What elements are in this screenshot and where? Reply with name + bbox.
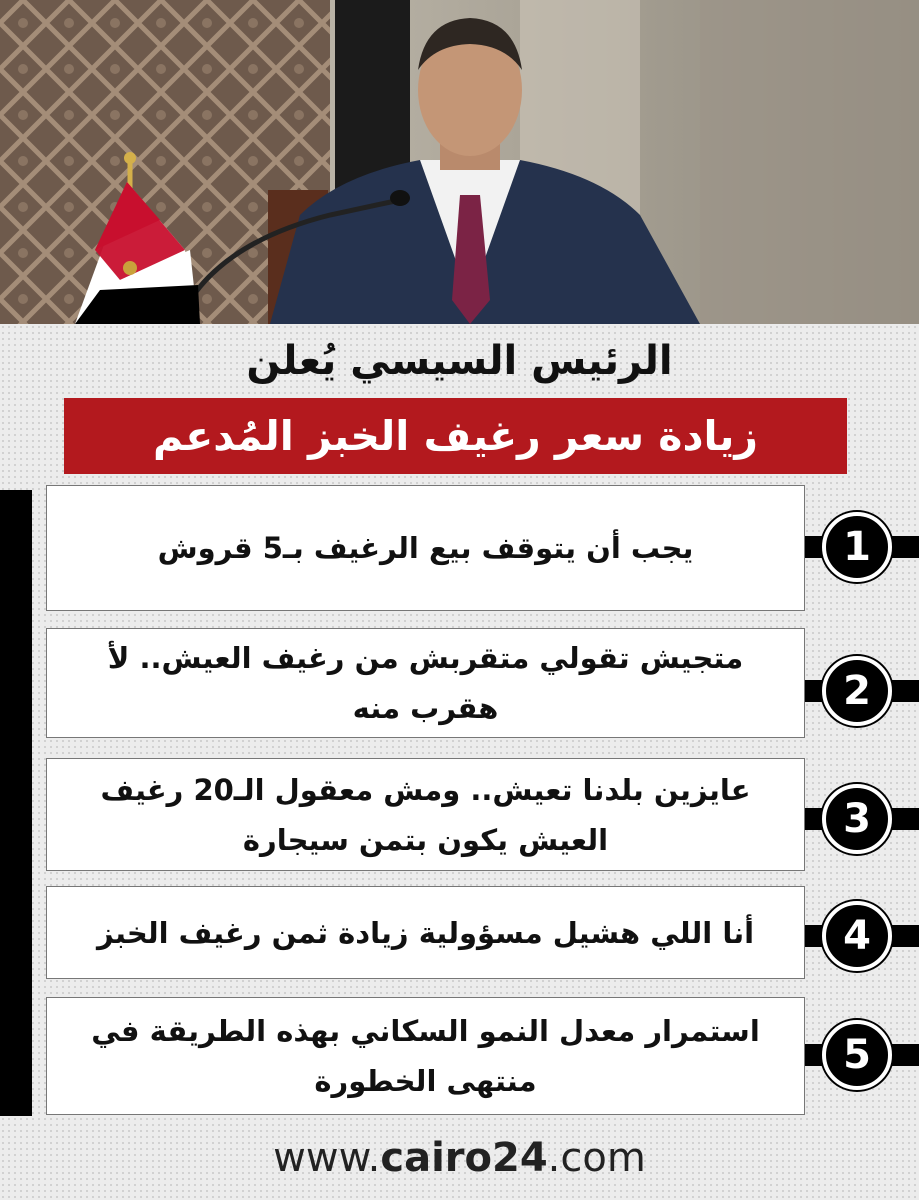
quote-text: يجب أن يتوقف بيع الرغيف بـ5 قروش [157,531,694,565]
quote-card-1 [46,485,805,611]
number-badge: 1 [822,512,892,582]
url-suffix: .com [547,1135,646,1181]
quote-card-2 [46,628,805,738]
banner-text: زيادة سعر رغيف الخبز المُدعم [153,412,758,460]
quote-text: عايزين بلدنا تعيش.. ومش معقول الـ20 رغيف العيش يكون بتمن سيجارة [100,772,751,857]
president-photo-illustration [0,0,919,324]
website-url[interactable] [0,1128,919,1188]
url-brand: cairo24 [380,1135,548,1181]
number-badge: 3 [822,784,892,854]
number-badge: 5 [822,1020,892,1090]
quote-text: استمرار معدل النمو السكاني بهذه الطريقة في منتهى الخطورة [91,1014,760,1098]
side-accent-bar [0,490,32,1116]
quote-card-3 [46,758,805,871]
headline: الرئيس السيسي يُعلن [246,338,673,384]
quote-card-5 [46,997,805,1115]
hero-photo [0,0,919,324]
quote-text: متجيش تقولي متقربش من رغيف العيش.. لأ هقرب منه [107,641,744,725]
number-badge: 2 [822,656,892,726]
quote-text: أنا اللي هشيل مسؤولية زيادة ثمن رغيف الخبز [96,915,755,950]
number-badge: 4 [822,901,892,971]
url-prefix: www. [273,1135,381,1181]
headline-banner [64,398,847,474]
quote-card-4 [46,886,805,979]
